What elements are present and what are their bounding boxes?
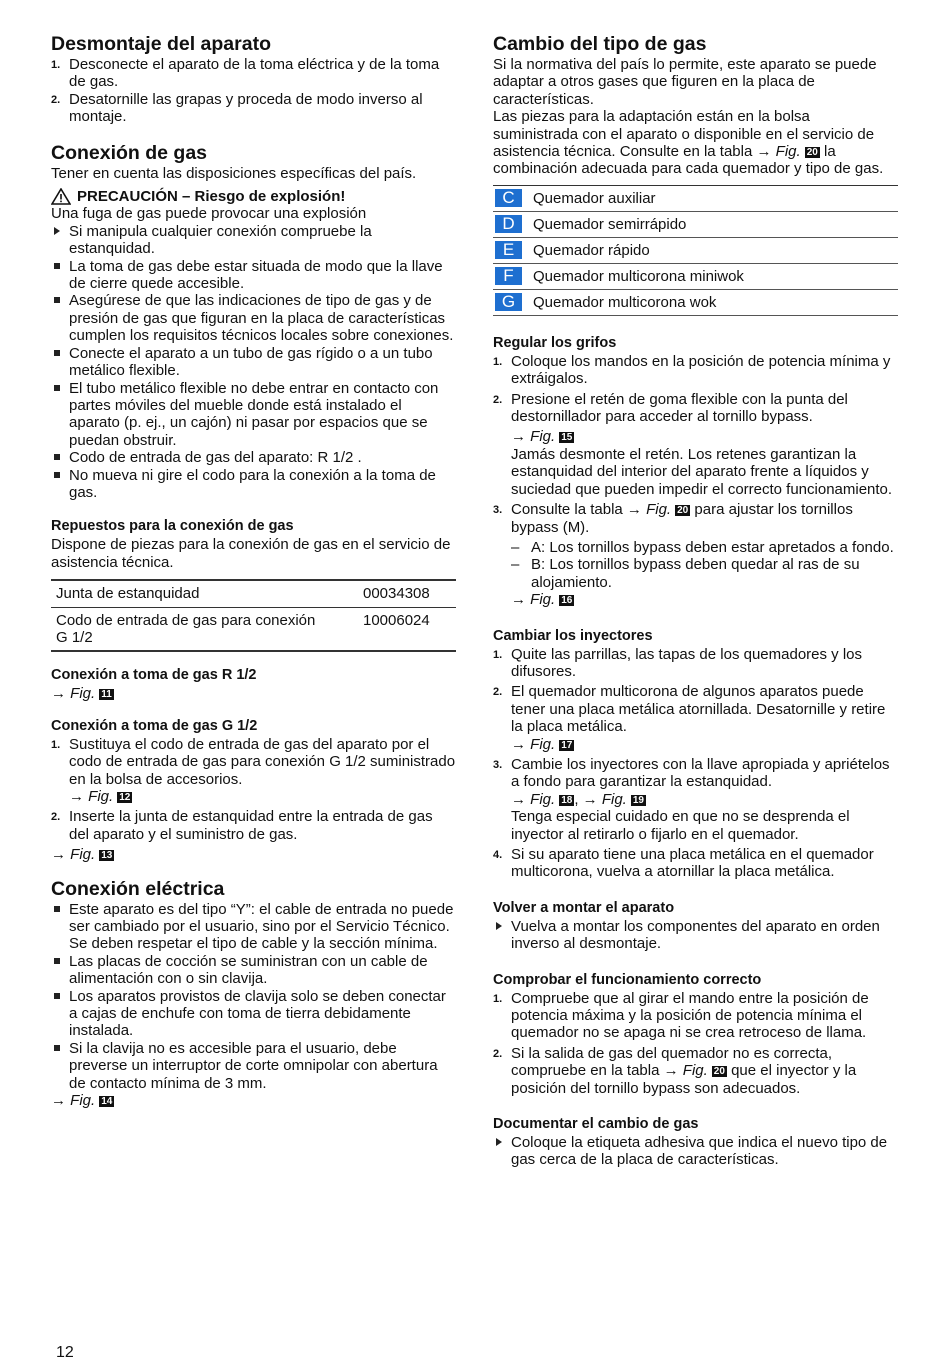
action-arrow-icon bbox=[54, 227, 60, 235]
figure-number-badge: 20 bbox=[713, 1066, 725, 1078]
figure-reference: → Fig. 14 bbox=[51, 1092, 113, 1110]
figure-number-badge: 12 bbox=[119, 792, 131, 803]
table-row bbox=[51, 580, 456, 607]
section-inyectores bbox=[493, 627, 898, 881]
step-1: 1. Desconecte el aparato de la toma eléctrica y de la toma de gas. bbox=[51, 56, 440, 91]
section-toma-g bbox=[51, 717, 456, 864]
step-1: 1. Compruebe que al girar el mando entre la posición de potencia máxima y la posición de potencia mínima el quemador no se apaga ni se crea retroceso de llama. bbox=[493, 989, 869, 1042]
bullet-item: Si la clavija no es accesible para el usuario, debe preverse un interruptor de corte omnipolar con abertura de contacto mínima de 3 mm. bbox=[51, 1040, 456, 1092]
burner-name: Quemador multicorona wok bbox=[533, 293, 717, 311]
subsection-title: Volver a montar el aparato bbox=[493, 899, 675, 916]
burner-row bbox=[493, 290, 898, 316]
step-2: 2. El quemador multicorona de algunos aparatos puede tener una placa metálica atornillada. Desatornille y retire la placa metálica. → Fig. 17 bbox=[493, 683, 886, 753]
subsection-title: Conexión a toma de gas G 1/2 bbox=[51, 717, 258, 734]
figure-number-badge: 19 bbox=[632, 794, 644, 806]
figure-number-badge: 18 bbox=[561, 794, 573, 806]
burner-row bbox=[493, 186, 898, 212]
step-1: 1. Quite las parrillas, las tapas de los quemadores y los difusores. bbox=[493, 645, 863, 680]
burner-row bbox=[493, 264, 898, 290]
left-column bbox=[51, 33, 456, 1122]
subsection-title: Cambiar los inyectores bbox=[493, 627, 653, 644]
figure-number-badge: 11 bbox=[101, 689, 112, 701]
action-item: Si manipula cualquier conexión compruebe la estanquidad. bbox=[51, 223, 456, 258]
burner-row bbox=[493, 212, 898, 238]
part-code: 00034308 bbox=[358, 580, 456, 607]
part-name: Junta de estanquidad bbox=[51, 580, 358, 607]
section-conexion-gas bbox=[51, 142, 456, 502]
warning-heading: PRECAUCIÓN – Riesgo de explosión! bbox=[51, 188, 456, 205]
bullet-item: El tubo metálico flexible no debe entrar en contacto con partes móviles del mueble donde está instalado el aparato (p. ej., un cajón) ni pasar por espacios que se puedan obstruir. bbox=[51, 380, 456, 450]
bullet-square-icon bbox=[54, 454, 60, 460]
bullet-square-icon bbox=[54, 993, 60, 999]
parts-table bbox=[51, 579, 456, 652]
figure-reference: → Fig. 16 bbox=[511, 591, 573, 609]
figure-number-badge: 20 bbox=[806, 147, 818, 159]
bullet-square-icon bbox=[54, 297, 60, 303]
section-documentar bbox=[493, 1115, 898, 1169]
figure-reference: → Fig. 13 bbox=[51, 846, 113, 864]
bullet-item: La toma de gas debe estar situada de modo que la llave de cierre quede accesible. bbox=[51, 258, 456, 293]
figure-number-badge: 17 bbox=[561, 739, 573, 751]
step-1: 1. Coloque los mandos en la posición de potencia mínima y extráigalos. bbox=[493, 352, 891, 388]
bullet-square-icon bbox=[54, 1045, 60, 1051]
step-3: 3. Consulte la tabla → Fig. 20 para ajustar los tornillos bypass (M). bbox=[493, 501, 853, 536]
section-comprobar bbox=[493, 971, 898, 1097]
burner-letter: D bbox=[495, 215, 522, 233]
burner-letter: F bbox=[495, 267, 522, 285]
subsection-title: Repuestos para la conexión de gas bbox=[51, 518, 294, 535]
burner-name: Quemador rápido bbox=[533, 241, 650, 259]
warning-text: Una fuga de gas puede provocar una explosión bbox=[51, 205, 367, 223]
subsection-title: Conexión a toma de gas R 1/2 bbox=[51, 667, 257, 684]
burner-name: Quemador multicorona miniwok bbox=[533, 267, 744, 285]
step-3: 3. Cambie los inyectores con la llave apropiada y apriételos a fondo para garantizar la estanquidad. → Fig. 18 , → Fig. 19 Tenga especial cuidado en que no se desprenda el inyector al retirarlo o fijarlo en el quemador. bbox=[493, 755, 890, 843]
step-2: 2. Desatornille las grapas y proceda de modo inverso al montaje. bbox=[51, 90, 423, 126]
intro-text: Tener en cuenta las disposiciones específicas del país. bbox=[51, 164, 417, 182]
section-desmontaje bbox=[51, 33, 456, 126]
step-2: 2. Inserte la junta de estanquidad entre la entrada de gas del aparato y el suministro de gas. bbox=[51, 808, 433, 843]
bullet-item: Conecte el aparato a un tubo de gas rígido o a un tubo metálico flexible. bbox=[51, 345, 456, 380]
figure-reference: → Fig. 11 bbox=[51, 685, 112, 703]
bullet-item: No mueva ni gire el codo para la conexión a la toma de gas. bbox=[51, 467, 456, 502]
bullet-square-icon bbox=[54, 263, 60, 269]
paragraph: Las piezas para la adaptación están en la bolsa suministrada con el aparato o disponible en el servicio de asistencia técnica. Consulte en la tabla → Fig. 20 la combinación adecuada para cada quemador y tipo de gas. bbox=[493, 108, 884, 178]
section-electrica bbox=[51, 878, 456, 1110]
subsection-title: Documentar el cambio de gas bbox=[493, 1116, 699, 1133]
step-4: 4. Si su aparato tiene una placa metálica en el quemador multicorona, vuelva a atornillar la placa metálica. bbox=[493, 846, 874, 881]
bullet-item: Las placas de cocción se suministran con un cable de alimentación con o sin clavija. bbox=[51, 953, 456, 988]
burner-name: Quemador semirrápido bbox=[533, 215, 687, 233]
bullet-square-icon bbox=[54, 385, 60, 391]
action-item: Coloque la etiqueta adhesiva que indica el nuevo tipo de gas cerca de la placa de características. bbox=[493, 1134, 898, 1169]
bullet-item: Asegúrese de que las indicaciones de tipo de gas y de presión de gas que figuran en la placa de características cumplen los requisitos técnicos locales sobre conexiones. bbox=[51, 292, 456, 344]
figure-number-badge: 20 bbox=[677, 505, 689, 517]
dash-item: – A: Los tornillos bypass deben estar apretados a fondo. bbox=[511, 538, 894, 556]
burner-table bbox=[493, 185, 898, 316]
figure-number-badge: 13 bbox=[101, 850, 113, 862]
bullet-item: Codo de entrada de gas del aparato: R 1/2 . bbox=[51, 449, 456, 466]
bullet-square-icon bbox=[54, 906, 60, 912]
bullet-item: Los aparatos provistos de clavija solo se deben conectar a cajas de enchufe con toma de tierra debidamente instalada. bbox=[51, 988, 456, 1040]
action-arrow-icon bbox=[496, 922, 502, 930]
step-2: 2. Si la salida de gas del quemador no es correcta, compruebe en la tabla → Fig. 20 que el inyector y la posición del tornillo bypass son adecuados. bbox=[493, 1044, 857, 1097]
section-grifos bbox=[493, 334, 898, 609]
figure-number-badge: 14 bbox=[101, 1096, 113, 1108]
action-item: Vuelva a montar los componentes del aparato en orden inverso al desmontaje. bbox=[493, 918, 898, 953]
burner-name: Quemador auxiliar bbox=[533, 189, 656, 207]
section-title: Conexión eléctrica bbox=[51, 877, 225, 900]
section-volver bbox=[493, 899, 898, 953]
figure-number-badge: 15 bbox=[561, 432, 573, 444]
section-title: Cambio del tipo de gas bbox=[493, 33, 707, 55]
action-arrow-icon bbox=[496, 1138, 502, 1146]
figure-number-badge: 16 bbox=[561, 595, 573, 607]
dash-item: – B: Los tornillos bypass deben quedar al ras de su alojamiento. bbox=[511, 556, 860, 591]
subsection-title: Regular los grifos bbox=[493, 334, 617, 351]
part-name: Codo de entrada de gas para conexión G 1/2 bbox=[51, 607, 358, 651]
section-title: Desmontaje del aparato bbox=[51, 33, 271, 55]
part-code: 10006024 bbox=[358, 607, 456, 651]
page-number: 12 bbox=[56, 1344, 74, 1361]
right-column bbox=[493, 33, 898, 1183]
section-repuestos bbox=[51, 517, 456, 652]
burner-letter: G bbox=[495, 293, 522, 311]
subsection-title: Comprobar el funcionamiento correcto bbox=[493, 971, 762, 988]
table-row bbox=[51, 607, 456, 651]
paragraph: Si la normativa del país lo permite, este aparato se puede adaptar a otros gases que figuren en la placa de características. bbox=[493, 56, 877, 108]
warning-triangle-icon bbox=[51, 188, 71, 205]
burner-letter: C bbox=[495, 189, 522, 207]
section-title: Conexión de gas bbox=[51, 141, 208, 164]
step-2: 2. Presione el retén de goma flexible con la punta del destornillador para acceder al tornillo bypass. → Fig. 15 Jamás desmonte el retén. Los retenes garantizan la estanquidad del interior del aparato frente a líquidos y suciedad que pueden impedir el correcto funcionamiento. bbox=[493, 390, 893, 498]
bullet-square-icon bbox=[54, 350, 60, 356]
burner-letter: E bbox=[495, 241, 522, 259]
bullet-item: Este aparato es del tipo “Y”: el cable de entrada no puede ser cambiado por el usuario, sino por el Servicio Técnico. Se deben respetar el tipo de cable y la sección mínima. bbox=[51, 901, 456, 953]
burner-row bbox=[493, 238, 898, 264]
bullet-square-icon bbox=[54, 958, 60, 964]
repuestos-text: Dispone de piezas para la conexión de gas en el servicio de asistencia técnica. bbox=[51, 536, 451, 571]
section-toma-r bbox=[51, 666, 456, 702]
section-cambio-gas bbox=[493, 33, 898, 316]
bullet-square-icon bbox=[54, 472, 60, 478]
step-1: 1. Sustituya el codo de entrada de gas del aparato por el codo de entrada de gas para conexión G 1/2 suministrado en la bolsa de accesorios. → Fig. 12 bbox=[51, 735, 456, 805]
